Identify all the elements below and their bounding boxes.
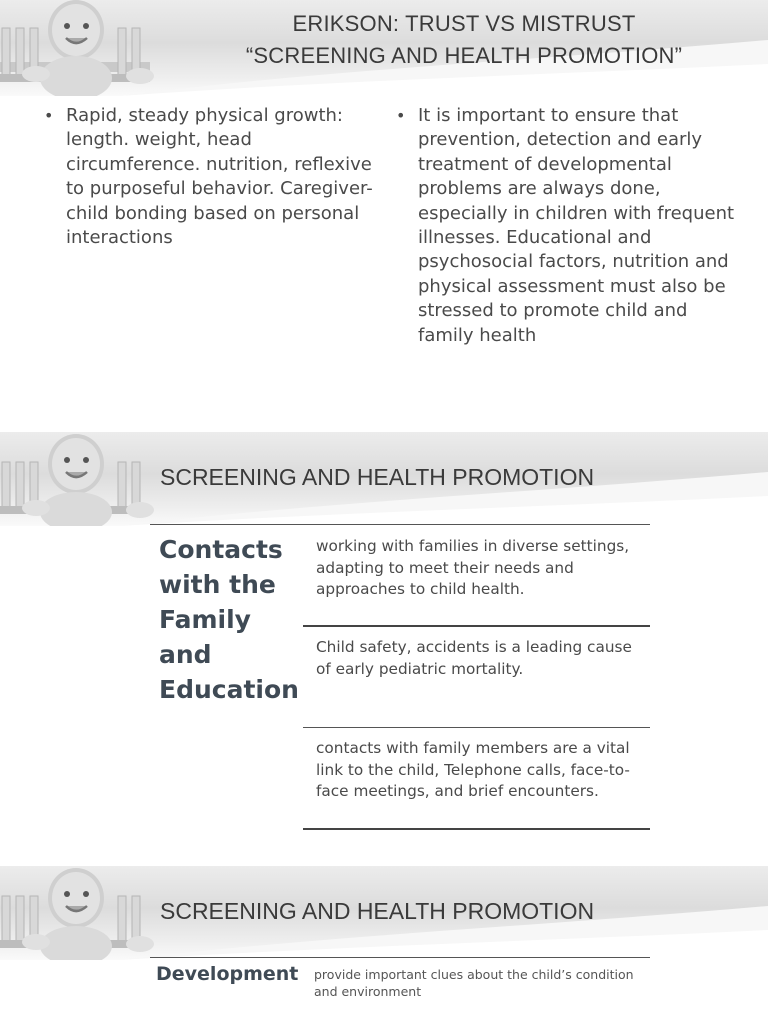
list-item: contacts with family members are a vital link to the child, Telephone calls, face-to-face meetings, and brief encounters. (316, 739, 630, 800)
divider-top (150, 524, 650, 525)
divider (303, 625, 650, 627)
divider-top (150, 957, 650, 958)
bullet-item (396, 104, 736, 348)
bullet-text: Rapid, steady physical growth: length. weight, head circumference. nutrition, reflexive to purposeful behavior. Caregiver-child bonding based on personal interactions (66, 105, 373, 249)
list-item: Child safety, accidents is a leading cause of early pediatric mortality. (316, 638, 632, 678)
list-item: working with families in diverse settings, adapting to meet their needs and approaches to child health. (316, 537, 630, 598)
header-band (0, 866, 768, 960)
header-band (0, 432, 768, 526)
section-label: Contacts with the Family and Education (159, 535, 299, 704)
bullet-text: It is important to ensure that prevention, detection and early treatment of developmental problems are always done, especially in children with frequent illnesses. Educational and psychosocial factors, nutrition and physical assessment must also be stressed to promote child and family health (418, 105, 735, 346)
slide-title-line2: “SCREENING AND HEALTH PROMOTION” (245, 43, 683, 68)
slide-title: SCREENING AND HEALTH PROMOTION (160, 464, 595, 490)
bullet-dot: • (44, 106, 54, 125)
bullet-item (44, 104, 374, 250)
section-label: Development (156, 963, 299, 985)
header-band (0, 0, 768, 96)
left-column (44, 104, 374, 250)
right-column (396, 104, 736, 348)
divider (303, 828, 650, 830)
bullet-dot: • (396, 106, 406, 125)
slide-title: SCREENING AND HEALTH PROMOTION (160, 898, 595, 924)
section-text: provide important clues about the child’s condition and environment (314, 967, 634, 999)
divider (303, 727, 650, 728)
slide-title-line1: ERIKSON: TRUST VS MISTRUST (292, 11, 636, 36)
slide-erikson-trust (0, 0, 768, 430)
slide-contacts-family (0, 432, 768, 864)
slide-development (0, 866, 768, 1024)
